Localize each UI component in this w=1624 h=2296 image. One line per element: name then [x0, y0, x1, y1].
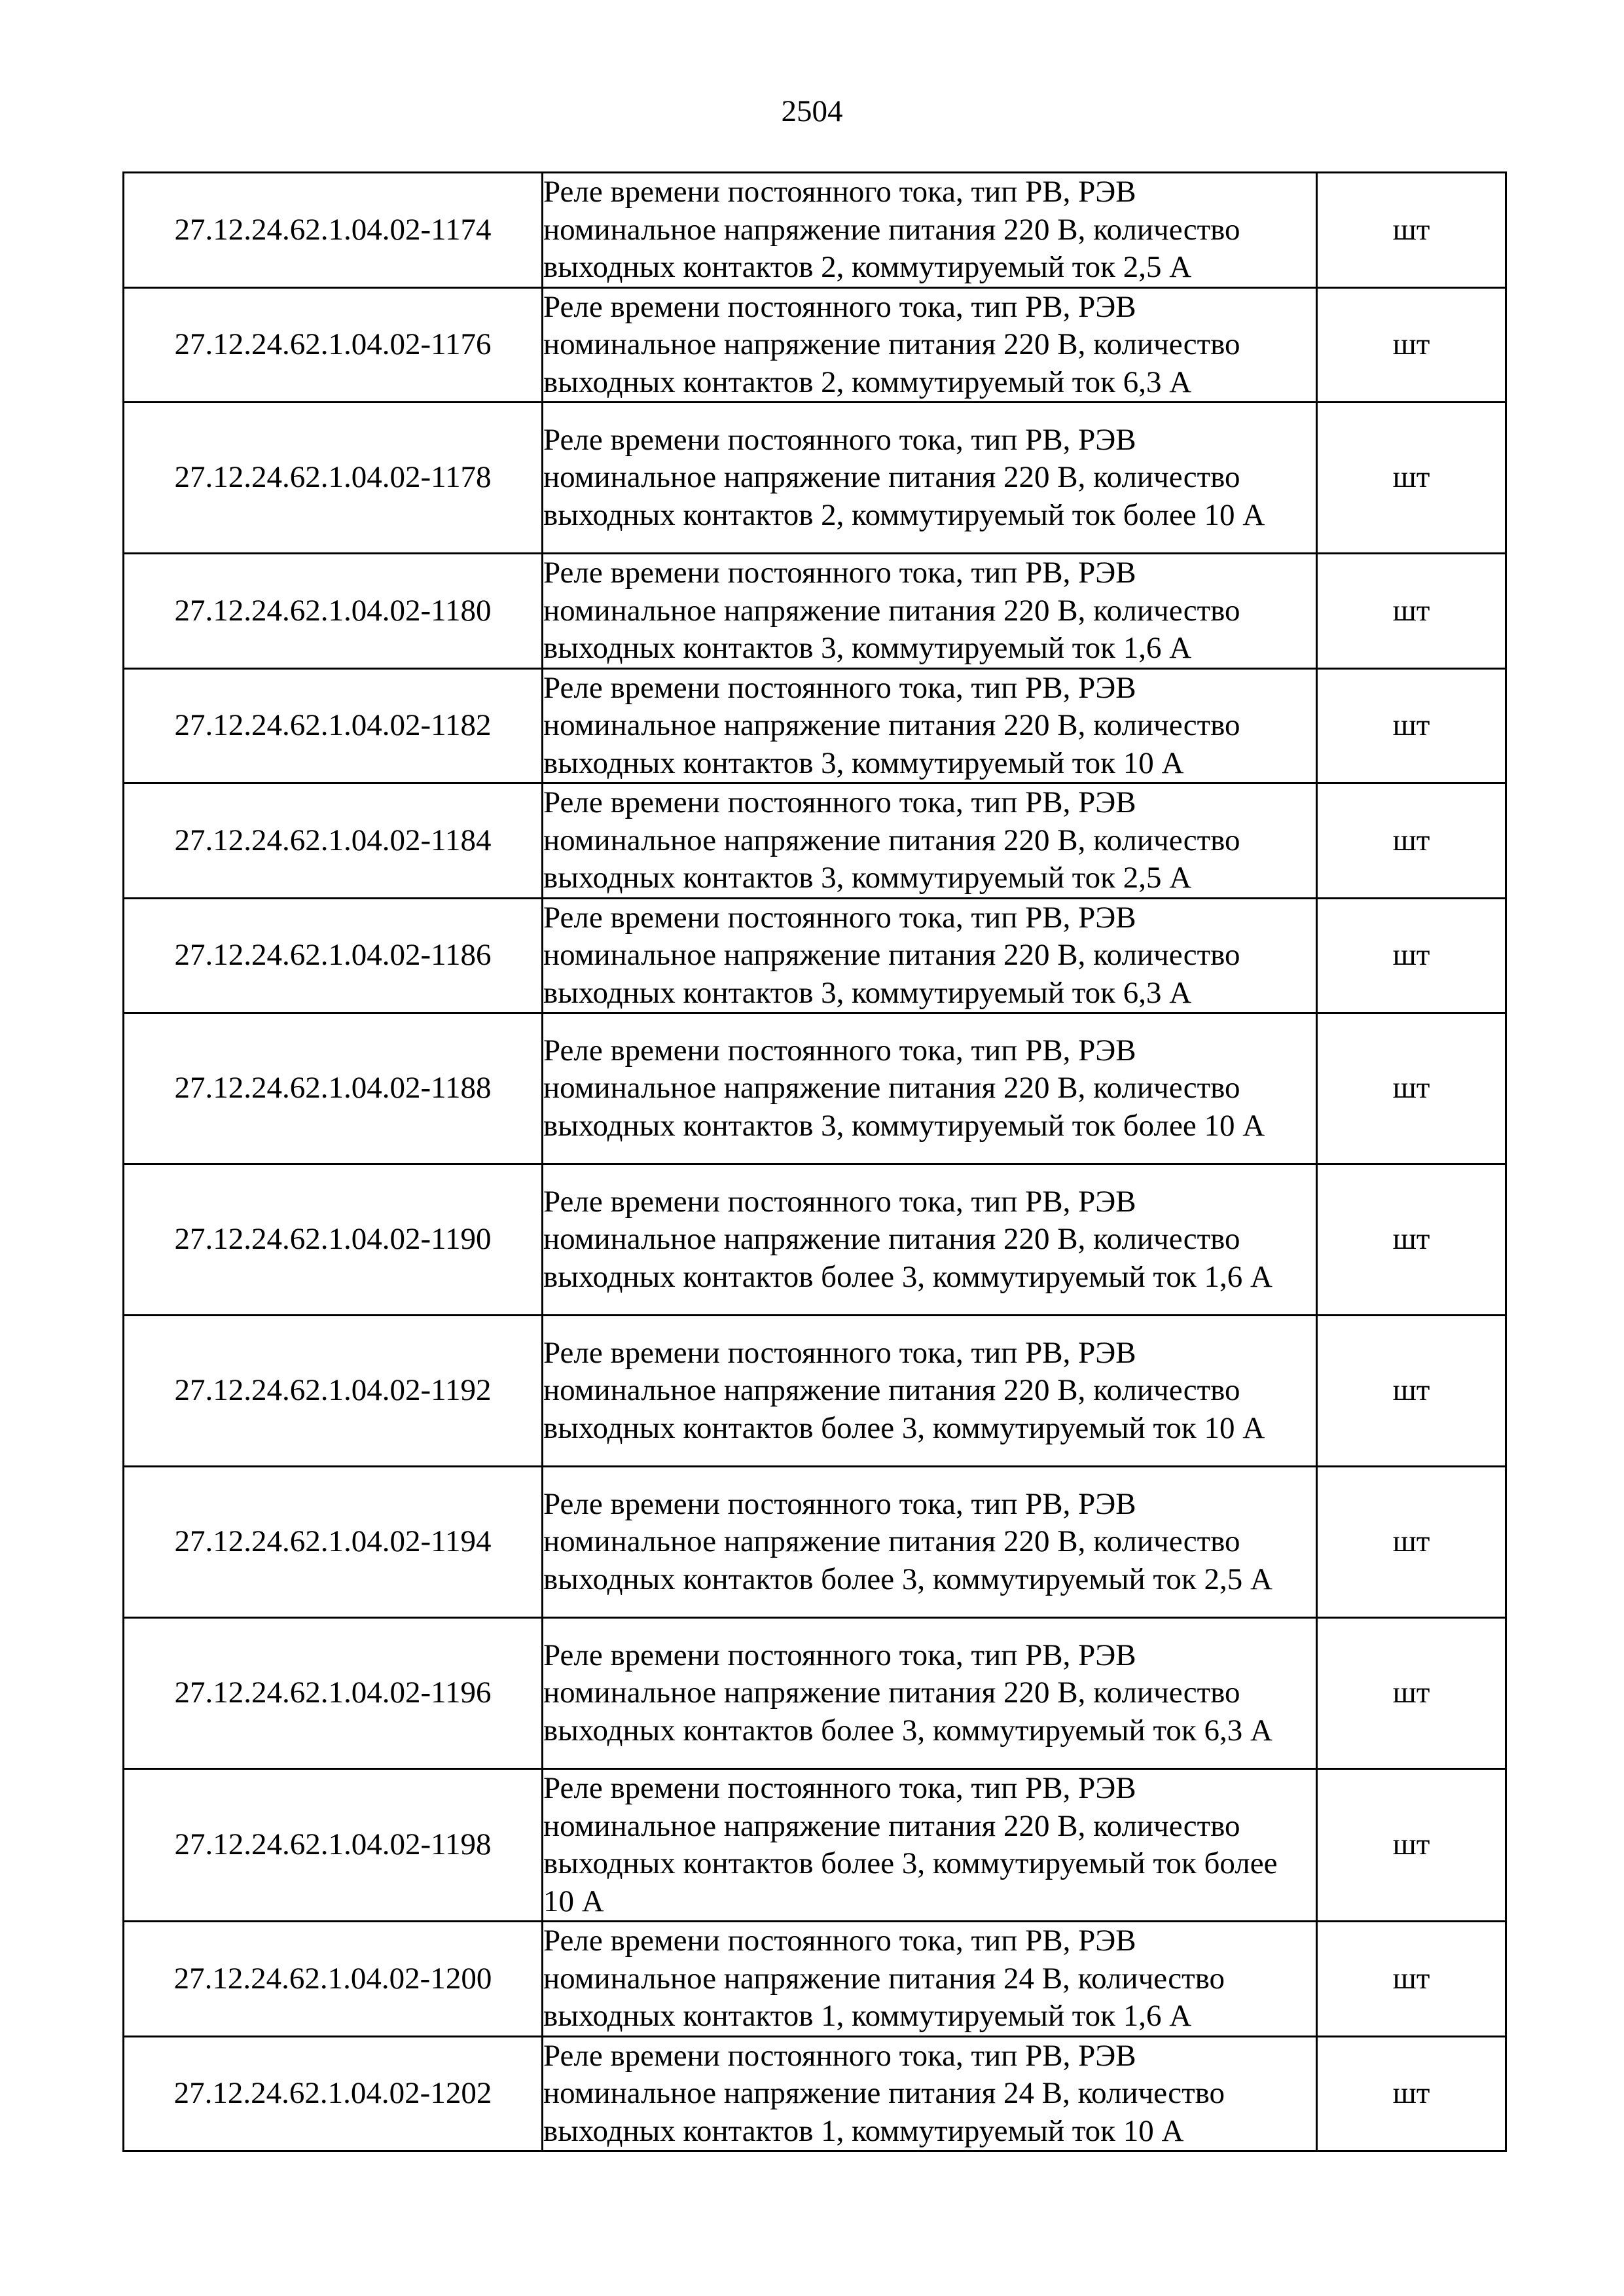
table-row — [124, 898, 1506, 1013]
unit-of-measure: шт — [1317, 1467, 1506, 1618]
table-row — [124, 1316, 1506, 1467]
resource-description: Реле времени постоянного тока, тип РВ, РЭВ номинальное напряжение питания 220 В, количество выходных контактов 2, коммутируемый ток 2,5 А — [543, 173, 1317, 288]
resource-description: Реле времени постоянного тока, тип РВ, РЭВ номинальное напряжение питания 220 В, количество выходных контактов более 3, коммутируемый ток 6,3 А — [543, 1618, 1317, 1769]
unit-of-measure: шт — [1317, 668, 1506, 783]
unit-of-measure: шт — [1317, 1164, 1506, 1316]
resource-code: 27.12.24.62.1.04.02-1190 — [124, 1164, 543, 1316]
resource-code: 27.12.24.62.1.04.02-1174 — [124, 173, 543, 288]
resource-code: 27.12.24.62.1.04.02-1194 — [124, 1467, 543, 1618]
resource-description: Реле времени постоянного тока, тип РВ, РЭВ номинальное напряжение питания 220 В, количество выходных контактов 2, коммутируемый ток 6,3 А — [543, 287, 1317, 403]
resource-code: 27.12.24.62.1.04.02-1180 — [124, 554, 543, 669]
table-row — [124, 1164, 1506, 1316]
table-row — [124, 1922, 1506, 2037]
resource-code: 27.12.24.62.1.04.02-1192 — [124, 1316, 543, 1467]
unit-of-measure: шт — [1317, 1922, 1506, 2037]
table-row — [124, 403, 1506, 554]
resource-code: 27.12.24.62.1.04.02-1196 — [124, 1618, 543, 1769]
unit-of-measure: шт — [1317, 554, 1506, 669]
unit-of-measure: шт — [1317, 287, 1506, 403]
table-row — [124, 287, 1506, 403]
resource-description: Реле времени постоянного тока, тип РВ, РЭВ номинальное напряжение питания 220 В, количество выходных контактов 3, коммутируемый ток 10 А — [543, 668, 1317, 783]
unit-of-measure: шт — [1317, 403, 1506, 554]
table-row — [124, 554, 1506, 669]
resource-code: 27.12.24.62.1.04.02-1178 — [124, 403, 543, 554]
resource-code: 27.12.24.62.1.04.02-1184 — [124, 783, 543, 899]
unit-of-measure: шт — [1317, 1316, 1506, 1467]
resource-description: Реле времени постоянного тока, тип РВ, РЭВ номинальное напряжение питания 220 В, количество выходных контактов 3, коммутируемый ток более 10 А — [543, 1013, 1317, 1164]
resource-description: Реле времени постоянного тока, тип РВ, РЭВ номинальное напряжение питания 24 В, количество выходных контактов 1, коммутируемый ток 10 А — [543, 2036, 1317, 2151]
table-row — [124, 1618, 1506, 1769]
resource-code: 27.12.24.62.1.04.02-1182 — [124, 668, 543, 783]
resource-code: 27.12.24.62.1.04.02-1198 — [124, 1769, 543, 1922]
table-row — [124, 1013, 1506, 1164]
resource-description: Реле времени постоянного тока, тип РВ, РЭВ номинальное напряжение питания 220 В, количество выходных контактов более 3, коммутируемый ток 1,6 А — [543, 1164, 1317, 1316]
catalog-table — [122, 171, 1507, 2152]
unit-of-measure: шт — [1317, 1769, 1506, 1922]
resource-description: Реле времени постоянного тока, тип РВ, РЭВ номинальное напряжение питания 220 В, количество выходных контактов более 3, коммутируемый ток 2,5 А — [543, 1467, 1317, 1618]
catalog-table-body — [124, 173, 1506, 2151]
resource-code: 27.12.24.62.1.04.02-1186 — [124, 898, 543, 1013]
unit-of-measure: шт — [1317, 898, 1506, 1013]
table-row — [124, 668, 1506, 783]
resource-description: Реле времени постоянного тока, тип РВ, РЭВ номинальное напряжение питания 220 В, количество выходных контактов 3, коммутируемый ток 6,3 А — [543, 898, 1317, 1013]
page-number: 2504 — [781, 94, 843, 128]
resource-code: 27.12.24.62.1.04.02-1202 — [124, 2036, 543, 2151]
resource-description: Реле времени постоянного тока, тип РВ, РЭВ номинальное напряжение питания 220 В, количество выходных контактов 3, коммутируемый ток 1,6 А — [543, 554, 1317, 669]
unit-of-measure: шт — [1317, 173, 1506, 288]
resource-description: Реле времени постоянного тока, тип РВ, РЭВ номинальное напряжение питания 220 В, количество выходных контактов 2, коммутируемый ток более 10 А — [543, 403, 1317, 554]
table-row — [124, 2036, 1506, 2151]
table-row — [124, 173, 1506, 288]
table-row — [124, 1769, 1506, 1922]
table-row — [124, 1467, 1506, 1618]
unit-of-measure: шт — [1317, 2036, 1506, 2151]
resource-description: Реле времени постоянного тока, тип РВ, РЭВ номинальное напряжение питания 220 В, количество выходных контактов более 3, коммутируемый ток 10 А — [543, 1316, 1317, 1467]
resource-code: 27.12.24.62.1.04.02-1176 — [124, 287, 543, 403]
resource-description: Реле времени постоянного тока, тип РВ, РЭВ номинальное напряжение питания 24 В, количество выходных контактов 1, коммутируемый ток 1,6 А — [543, 1922, 1317, 2037]
resource-description: Реле времени постоянного тока, тип РВ, РЭВ номинальное напряжение питания 220 В, количество выходных контактов 3, коммутируемый ток 2,5 А — [543, 783, 1317, 899]
unit-of-measure: шт — [1317, 1618, 1506, 1769]
resource-code: 27.12.24.62.1.04.02-1188 — [124, 1013, 543, 1164]
unit-of-measure: шт — [1317, 1013, 1506, 1164]
unit-of-measure: шт — [1317, 783, 1506, 899]
table-row — [124, 783, 1506, 899]
resource-description: Реле времени постоянного тока, тип РВ, РЭВ номинальное напряжение питания 220 В, количество выходных контактов более 3, коммутируемый ток более 10 А — [543, 1769, 1317, 1922]
resource-code: 27.12.24.62.1.04.02-1200 — [124, 1922, 543, 2037]
